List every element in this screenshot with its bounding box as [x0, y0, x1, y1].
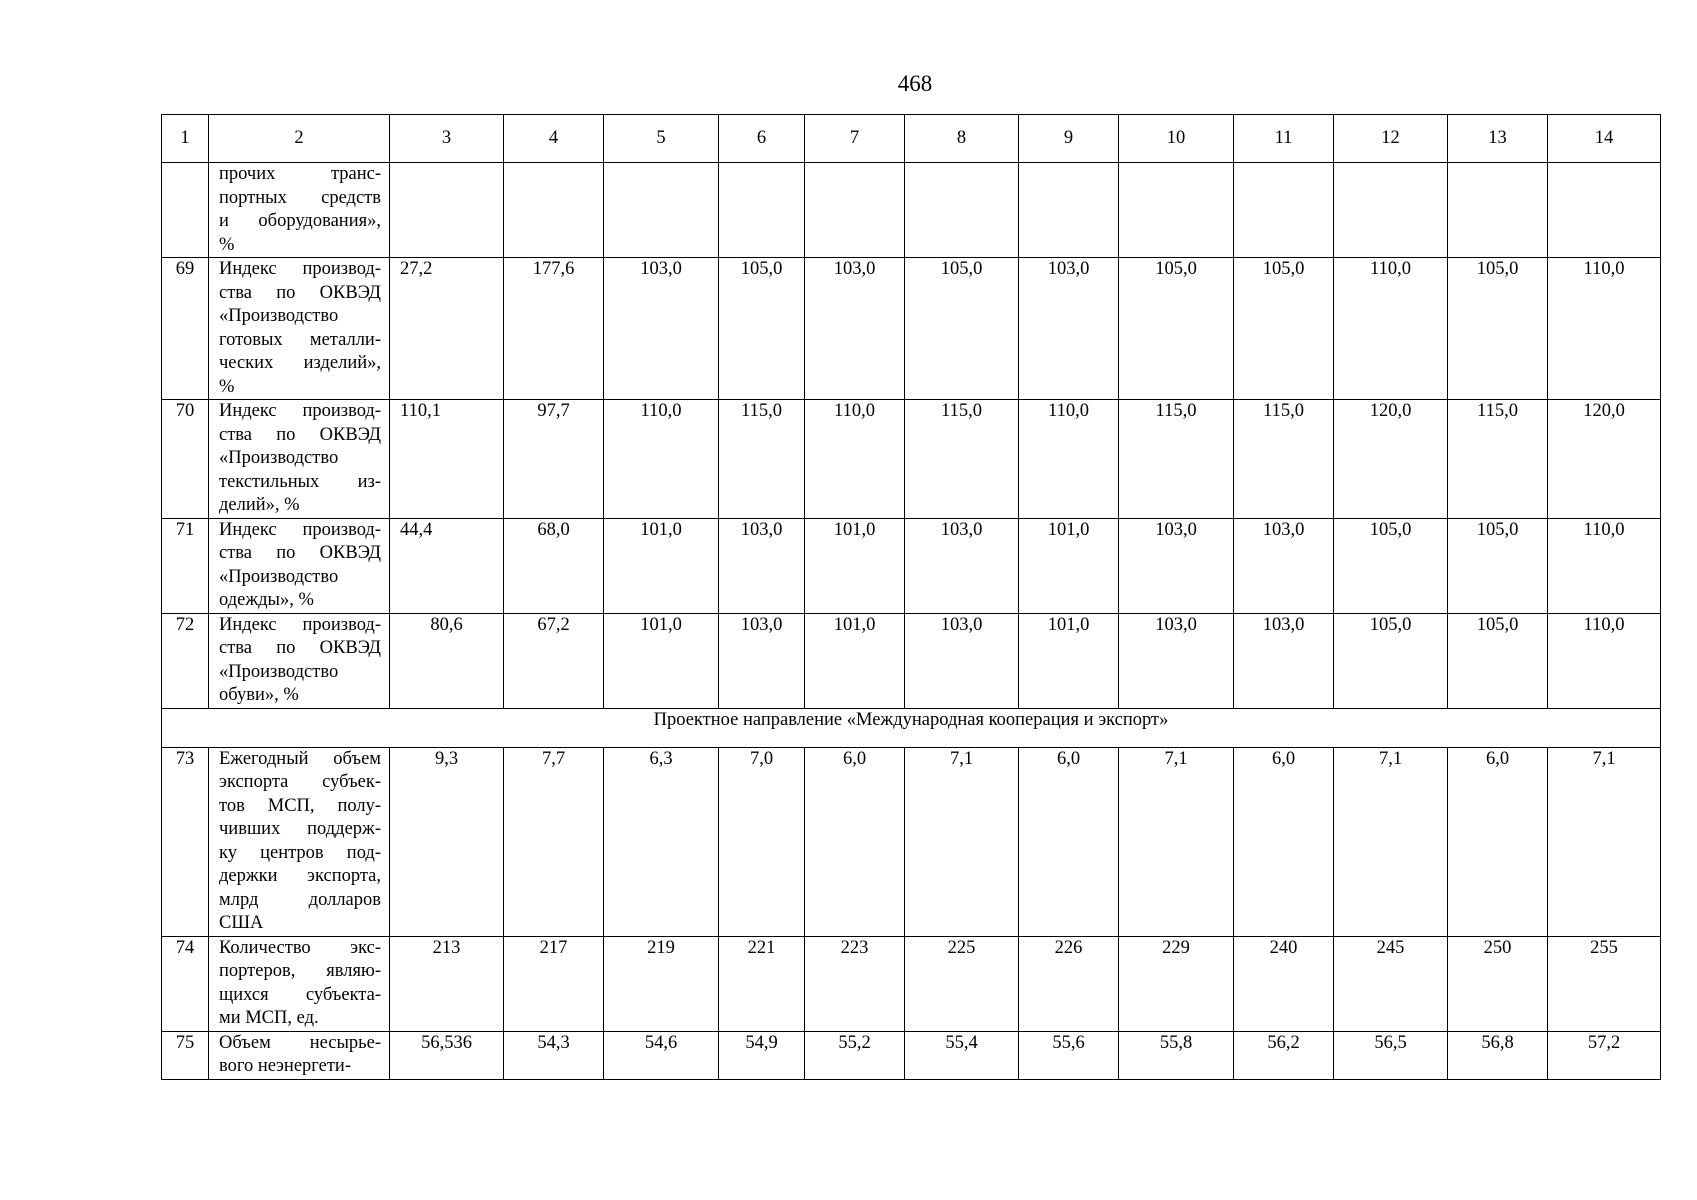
value-cell: 250 [1448, 936, 1548, 1031]
value-cell: 213 [390, 936, 504, 1031]
value-cell [1448, 163, 1548, 258]
column-header-11: 11 [1234, 115, 1334, 163]
value-cell: 110,0 [1019, 400, 1119, 519]
value-cell [390, 163, 504, 258]
row-number: 74 [162, 936, 209, 1031]
value-cell: 103,0 [1234, 518, 1334, 613]
indicator-name [209, 936, 390, 1031]
value-cell: 57,2 [1548, 1031, 1661, 1079]
value-cell: 7,0 [719, 747, 805, 936]
value-cell [1548, 163, 1661, 258]
value-cell: 229 [1119, 936, 1234, 1031]
value-cell: 27,2 [390, 258, 504, 400]
value-cell [604, 163, 719, 258]
value-cell [1119, 163, 1234, 258]
value-cell: 110,0 [604, 400, 719, 519]
section-row [162, 708, 1661, 747]
value-cell [1234, 163, 1334, 258]
value-cell: 219 [604, 936, 719, 1031]
indicator-name-line: держки экспорта, [219, 866, 381, 886]
value-cell: 240 [1234, 936, 1334, 1031]
column-header-8: 8 [905, 115, 1019, 163]
value-cell: 105,0 [1448, 613, 1548, 708]
value-cell [1334, 163, 1448, 258]
column-header-6: 6 [719, 115, 805, 163]
indicator-name-line: одежды», % [219, 590, 314, 610]
indicator-name-line: млрд долларов [219, 889, 381, 910]
row-number [162, 163, 209, 258]
indicator-name [209, 518, 390, 613]
header-row [162, 115, 1661, 163]
indicator-name-line: % [219, 376, 235, 397]
indicator-name-line: вого неэнергети- [219, 1056, 351, 1076]
value-cell [905, 163, 1019, 258]
column-header-12: 12 [1334, 115, 1448, 163]
value-cell: 101,0 [805, 518, 905, 613]
value-cell: 7,1 [1548, 747, 1661, 936]
indicator-name-line: ства по ОКВЭД [219, 424, 381, 445]
column-header-3: 3 [390, 115, 504, 163]
column-header-2: 2 [209, 115, 390, 163]
value-cell: 177,6 [504, 258, 604, 400]
value-cell: 225 [905, 936, 1019, 1031]
indicator-name-line: делий», % [219, 495, 300, 515]
indicator-name [209, 258, 390, 400]
value-cell [719, 163, 805, 258]
value-cell: 55,8 [1119, 1031, 1234, 1079]
value-cell: 103,0 [719, 613, 805, 708]
value-cell: 217 [504, 936, 604, 1031]
indicator-name-line: ческих изделий», [219, 353, 381, 373]
value-cell: 105,0 [1334, 518, 1448, 613]
value-cell: 103,0 [905, 613, 1019, 708]
indicator-name-line: «Производство [219, 306, 339, 326]
value-cell: 120,0 [1548, 400, 1661, 519]
value-cell: 56,536 [390, 1031, 504, 1079]
value-cell: 9,3 [390, 747, 504, 936]
value-cell: 6,3 [604, 747, 719, 936]
value-cell: 101,0 [604, 518, 719, 613]
indicator-name-line: ми МСП, ед. [219, 1008, 319, 1028]
indicator-name-line: Объем несырье- [219, 1032, 381, 1053]
table-row [162, 163, 1661, 258]
value-cell: 54,6 [604, 1031, 719, 1079]
value-cell: 103,0 [905, 518, 1019, 613]
value-cell: 245 [1334, 936, 1448, 1031]
table-row [162, 613, 1661, 708]
value-cell [1019, 163, 1119, 258]
indicator-name-line: щихся субъекта- [219, 984, 381, 1005]
value-cell: 80,6 [390, 613, 504, 708]
table-row [162, 936, 1661, 1031]
value-cell: 103,0 [719, 518, 805, 613]
indicator-name-line: обуви», % [219, 685, 299, 705]
value-cell: 103,0 [1234, 613, 1334, 708]
value-cell: 101,0 [1019, 613, 1119, 708]
section-title: Проектное направление «Международная кооперация и экспорт» [162, 708, 1661, 747]
value-cell: 105,0 [1119, 258, 1234, 400]
value-cell: 223 [805, 936, 905, 1031]
column-header-10: 10 [1119, 115, 1234, 163]
column-header-13: 13 [1448, 115, 1548, 163]
value-cell: 103,0 [1019, 258, 1119, 400]
row-number: 70 [162, 400, 209, 519]
row-number: 71 [162, 518, 209, 613]
value-cell: 101,0 [805, 613, 905, 708]
value-cell [504, 163, 604, 258]
value-cell: 55,2 [805, 1031, 905, 1079]
indicator-name [209, 163, 390, 258]
indicator-name [209, 747, 390, 936]
indicator-name [209, 1031, 390, 1079]
value-cell: 115,0 [1119, 400, 1234, 519]
value-cell: 97,7 [504, 400, 604, 519]
indicator-name [209, 613, 390, 708]
table-row [162, 1031, 1661, 1079]
value-cell: 103,0 [805, 258, 905, 400]
value-cell: 6,0 [1019, 747, 1119, 936]
indicator-name-line: «Производство [219, 566, 339, 587]
indicator-name-line: портеров, являю- [219, 961, 381, 981]
indicators-table [161, 114, 1661, 1080]
row-number: 69 [162, 258, 209, 400]
value-cell: 105,0 [1448, 518, 1548, 613]
value-cell: 7,1 [1119, 747, 1234, 936]
row-number: 75 [162, 1031, 209, 1079]
value-cell: 103,0 [1119, 613, 1234, 708]
indicator-name-line: «Производство [219, 448, 339, 468]
column-header-1: 1 [162, 115, 209, 163]
indicator-name-line: Индекс производ- [219, 259, 381, 279]
value-cell: 115,0 [905, 400, 1019, 519]
row-number: 72 [162, 613, 209, 708]
value-cell: 103,0 [1119, 518, 1234, 613]
value-cell: 6,0 [805, 747, 905, 936]
value-cell: 103,0 [604, 258, 719, 400]
indicator-name-line: «Производство [219, 661, 339, 682]
value-cell: 110,0 [1548, 613, 1661, 708]
value-cell: 101,0 [1019, 518, 1119, 613]
column-header-14: 14 [1548, 115, 1661, 163]
indicator-name-line: готовых металли- [219, 329, 381, 350]
value-cell: 105,0 [719, 258, 805, 400]
indicator-name-line: Количество экс- [219, 937, 381, 958]
value-cell: 6,0 [1234, 747, 1334, 936]
value-cell: 6,0 [1448, 747, 1548, 936]
indicator-name-line: экспорта субъек- [219, 772, 381, 792]
value-cell: 110,0 [1334, 258, 1448, 400]
page-number: 468 [897, 71, 933, 96]
indicator-name-line: портных средств [219, 187, 381, 208]
indicator-name-line: ства по ОКВЭД [219, 638, 381, 658]
value-cell: 105,0 [905, 258, 1019, 400]
value-cell: 56,5 [1334, 1031, 1448, 1079]
indicator-name-line: чивших поддерж- [219, 819, 381, 839]
value-cell: 110,1 [390, 400, 504, 519]
value-cell: 55,4 [905, 1031, 1019, 1079]
value-cell: 7,7 [504, 747, 604, 936]
column-header-5: 5 [604, 115, 719, 163]
column-header-9: 9 [1019, 115, 1119, 163]
value-cell: 115,0 [1234, 400, 1334, 519]
value-cell: 226 [1019, 936, 1119, 1031]
value-cell: 55,6 [1019, 1031, 1119, 1079]
value-cell: 110,0 [805, 400, 905, 519]
table-row [162, 400, 1661, 519]
value-cell [805, 163, 905, 258]
value-cell: 67,2 [504, 613, 604, 708]
indicator-name-line: текстильных из- [219, 471, 381, 492]
value-cell: 56,2 [1234, 1031, 1334, 1079]
value-cell: 7,1 [1334, 747, 1448, 936]
indicator-name-line: % [219, 234, 235, 255]
table-row [162, 518, 1661, 613]
value-cell: 105,0 [1448, 258, 1548, 400]
value-cell: 221 [719, 936, 805, 1031]
table-row [162, 258, 1661, 400]
value-cell: 7,1 [905, 747, 1019, 936]
indicator-name-line: Индекс производ- [219, 614, 381, 635]
table-row [162, 747, 1661, 936]
value-cell: 54,3 [504, 1031, 604, 1079]
value-cell: 255 [1548, 936, 1661, 1031]
value-cell: 120,0 [1334, 400, 1448, 519]
indicator-name-line: США [219, 913, 264, 933]
column-header-7: 7 [805, 115, 905, 163]
value-cell: 105,0 [1234, 258, 1334, 400]
indicator-name-line: прочих транс- [219, 164, 381, 184]
value-cell: 44,4 [390, 518, 504, 613]
value-cell: 56,8 [1448, 1031, 1548, 1079]
indicator-name-line: Ежегодный объем [219, 748, 381, 769]
value-cell: 54,9 [719, 1031, 805, 1079]
column-header-4: 4 [504, 115, 604, 163]
indicator-name [209, 400, 390, 519]
value-cell: 105,0 [1334, 613, 1448, 708]
value-cell: 115,0 [1448, 400, 1548, 519]
value-cell: 101,0 [604, 613, 719, 708]
row-number: 73 [162, 747, 209, 936]
indicator-name-line: Индекс производ- [219, 401, 381, 421]
value-cell: 68,0 [504, 518, 604, 613]
indicator-name-line: ства по ОКВЭД [219, 543, 381, 563]
value-cell: 110,0 [1548, 518, 1661, 613]
indicator-name-line: тов МСП, полу- [219, 795, 381, 816]
indicator-name-line: ства по ОКВЭД [219, 282, 381, 303]
value-cell: 115,0 [719, 400, 805, 519]
indicator-name-line: Индекс производ- [219, 519, 381, 540]
indicator-name-line: и оборудования», [219, 211, 381, 231]
value-cell: 110,0 [1548, 258, 1661, 400]
indicator-name-line: ку центров под- [219, 842, 381, 863]
